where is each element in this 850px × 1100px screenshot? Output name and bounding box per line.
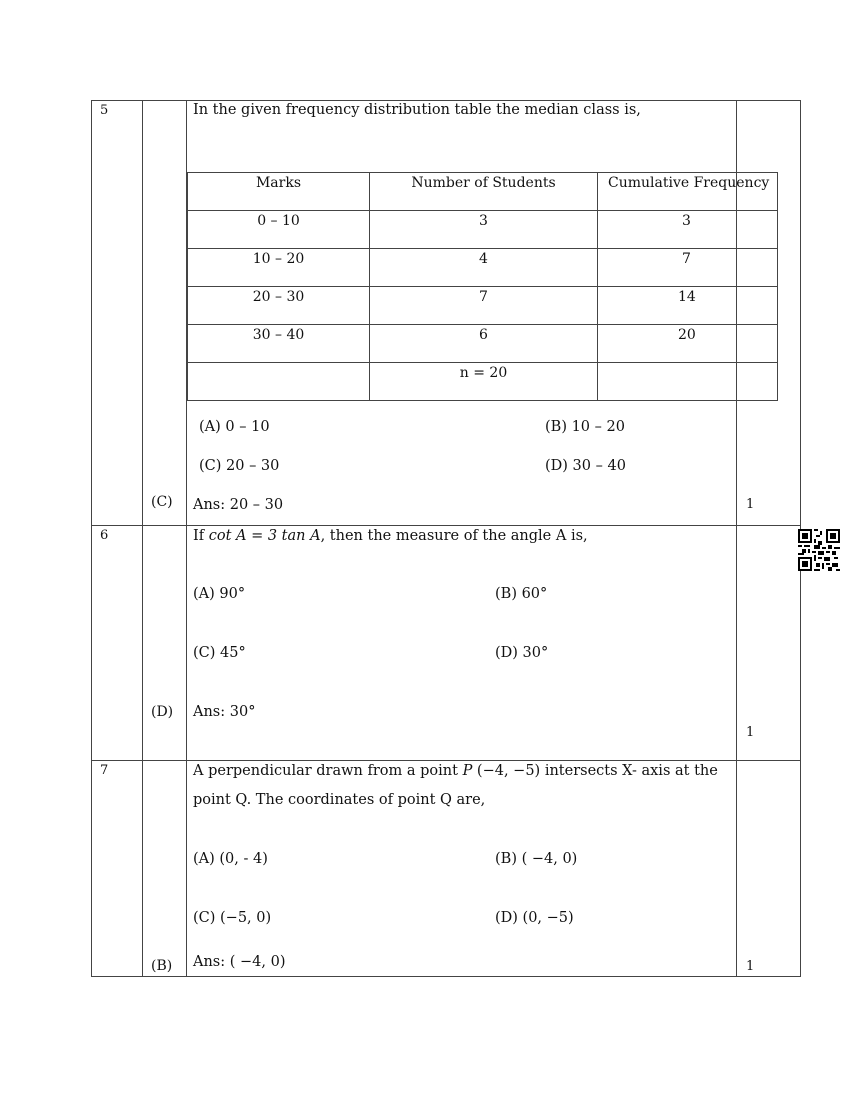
header-marks: Marks xyxy=(188,173,370,211)
option-b-7: (B) ( −4, 0) xyxy=(495,851,578,867)
marks-7: 1 xyxy=(746,959,755,974)
question-content-7 xyxy=(187,761,737,977)
question-text-6 xyxy=(193,528,588,544)
option-c-6: (C) 45° xyxy=(193,645,246,661)
question-math-7: P xyxy=(462,763,473,779)
answer-letter-6: (D) xyxy=(151,704,174,720)
answer-7: Ans: ( −4, 0) xyxy=(193,954,286,970)
question-suffix-7: (−4, −5) intersects X- axis at the xyxy=(472,763,718,779)
question-suffix-6: , then the measure of the angle A is, xyxy=(320,528,588,544)
table-cell-total: n = 20 xyxy=(370,363,598,401)
header-cumulative: Cumulative Frequency xyxy=(598,173,778,211)
answer-5: Ans: 20 – 30 xyxy=(193,497,284,513)
answer-letter-cell-6 xyxy=(143,526,187,761)
marks-cell-6 xyxy=(737,526,801,761)
question-content-5 xyxy=(187,101,770,526)
table-row xyxy=(188,211,778,249)
option-a-7: (A) (0, - 4) xyxy=(193,851,268,867)
question-row-7 xyxy=(92,761,801,977)
table-cell: 20 – 30 xyxy=(188,287,370,325)
table-cell: 7 xyxy=(598,249,778,287)
option-d-5: (D) 30 – 40 xyxy=(545,458,626,474)
marks-5: 1 xyxy=(746,497,755,512)
answer-letter-5: (C) xyxy=(151,494,173,510)
question-text-5: In the given frequency distribution table the median class is, xyxy=(193,102,641,118)
marks-cell-7 xyxy=(737,761,801,977)
question-table xyxy=(91,100,801,977)
question-number-7: 7 xyxy=(92,761,143,977)
option-d-6: (D) 30° xyxy=(495,645,549,661)
frequency-table xyxy=(187,172,778,401)
table-cell: 4 xyxy=(370,249,598,287)
option-a-6: (A) 90° xyxy=(193,586,246,602)
option-c-7: (C) (−5, 0) xyxy=(193,910,272,926)
table-row xyxy=(188,325,778,363)
answer-6: Ans: 30° xyxy=(193,704,256,720)
option-c-5: (C) 20 – 30 xyxy=(199,458,280,474)
table-cell: 10 – 20 xyxy=(188,249,370,287)
table-cell xyxy=(188,363,370,401)
qr-code-icon xyxy=(798,529,840,571)
question-prefix-7: A perpendicular drawn from a point xyxy=(193,763,463,779)
table-cell: 7 xyxy=(370,287,598,325)
question-prefix-6: If xyxy=(193,528,209,544)
question-math-6: cot A = 3 tan A xyxy=(208,528,321,544)
answer-letter-cell-5 xyxy=(143,101,187,526)
table-row xyxy=(188,249,778,287)
option-b-5: (B) 10 – 20 xyxy=(545,419,625,435)
question-content-6 xyxy=(187,526,737,761)
table-row xyxy=(188,287,778,325)
question-row-6 xyxy=(92,526,801,761)
table-row xyxy=(188,363,778,401)
question-text-7-line2: point Q. The coordinates of point Q are, xyxy=(193,792,486,808)
table-cell: 6 xyxy=(370,325,598,363)
frequency-table-header xyxy=(188,173,778,211)
header-students: Number of Students xyxy=(370,173,598,211)
table-cell: 30 – 40 xyxy=(188,325,370,363)
table-cell: 3 xyxy=(598,211,778,249)
table-cell: 0 – 10 xyxy=(188,211,370,249)
marks-6: 1 xyxy=(746,725,755,740)
option-d-7: (D) (0, −5) xyxy=(495,910,574,926)
answer-letter-7: (B) xyxy=(151,958,173,974)
question-row-5 xyxy=(92,101,801,526)
table-cell: 20 xyxy=(598,325,778,363)
question-text-7-line1 xyxy=(193,763,718,779)
option-a-5: (A) 0 – 10 xyxy=(199,419,270,435)
marks-cell-5 xyxy=(737,101,801,526)
table-cell: 14 xyxy=(598,287,778,325)
option-b-6: (B) 60° xyxy=(495,586,548,602)
table-cell: 3 xyxy=(370,211,598,249)
question-number-6: 6 xyxy=(92,526,143,761)
question-number-5: 5 xyxy=(92,101,143,526)
answer-letter-cell-7 xyxy=(143,761,187,977)
